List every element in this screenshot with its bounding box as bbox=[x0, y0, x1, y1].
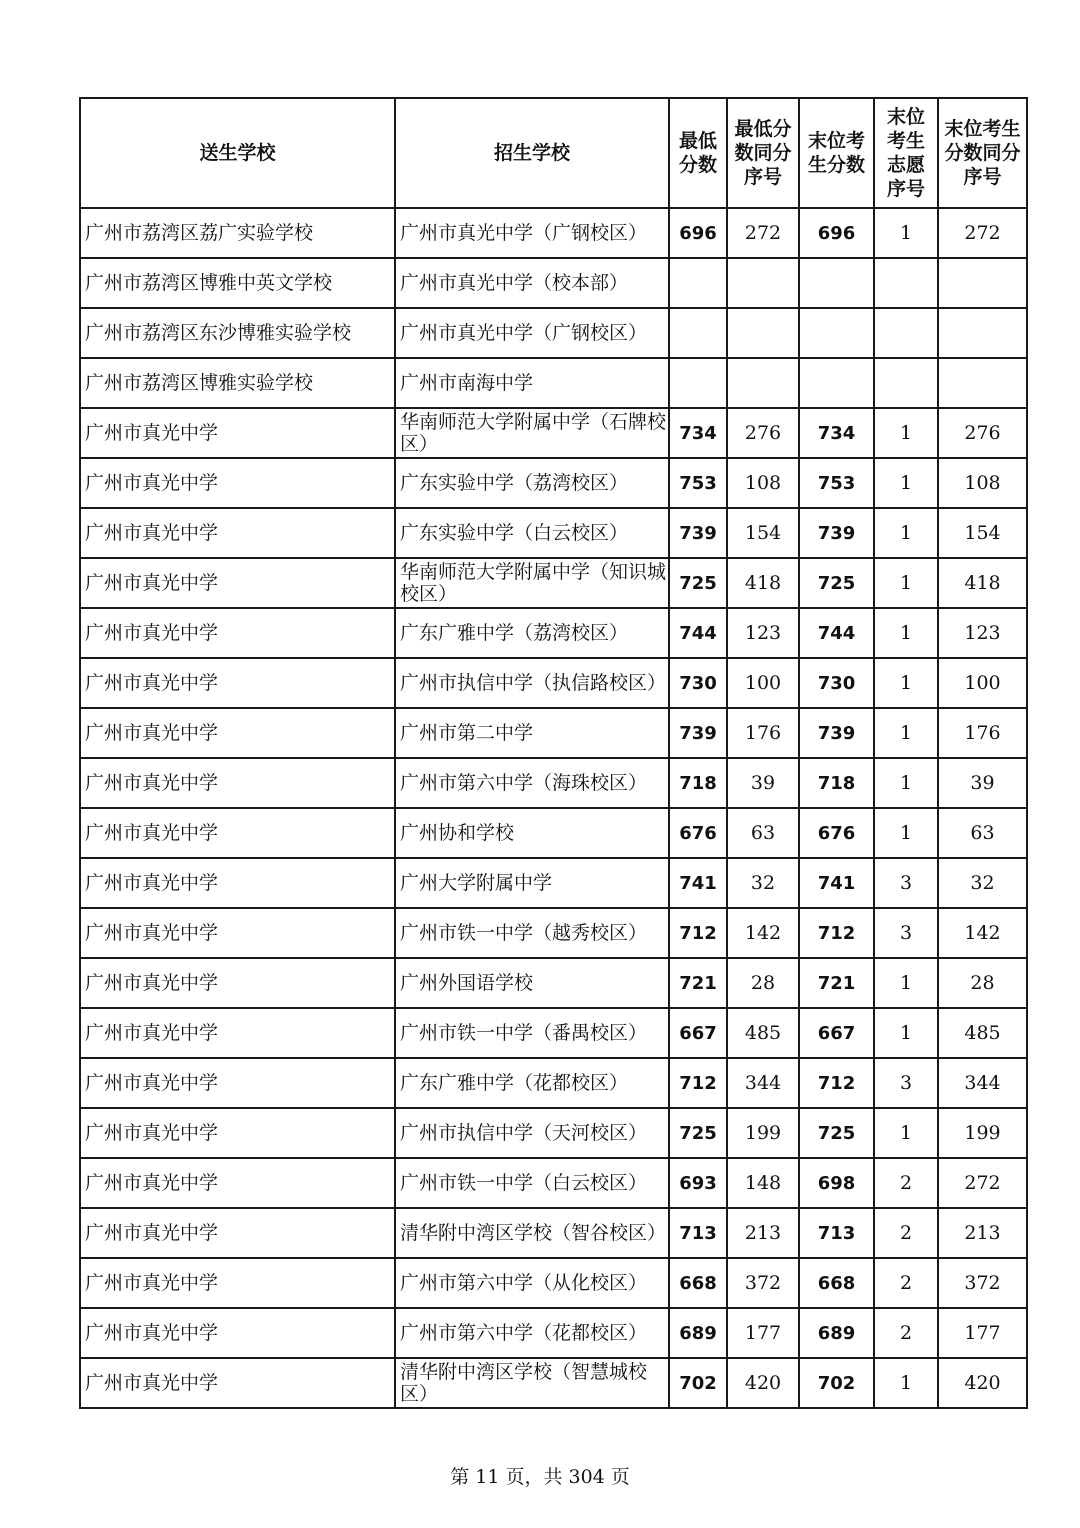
cell-last-score: 739 bbox=[799, 708, 874, 758]
cell-min-score bbox=[669, 308, 727, 358]
cell-receiver-school: 广州市铁一中学（白云校区） bbox=[395, 1158, 669, 1208]
cell-last-score: 712 bbox=[799, 908, 874, 958]
cell-last-rank: 418 bbox=[938, 558, 1027, 608]
header-last-score: 末位考生分数 bbox=[799, 98, 874, 208]
cell-min-score-rank: 123 bbox=[727, 608, 799, 658]
cell-last-choice: 1 bbox=[874, 208, 938, 258]
cell-sender-school: 广州市真光中学 bbox=[80, 758, 395, 808]
header-min-score-rank: 最低分数同分序号 bbox=[727, 98, 799, 208]
cell-min-score-rank: 28 bbox=[727, 958, 799, 1008]
table-row bbox=[80, 758, 1027, 808]
cell-min-score-rank bbox=[727, 358, 799, 408]
cell-min-score-rank: 108 bbox=[727, 458, 799, 508]
cell-receiver-school: 广州市执信中学（天河校区） bbox=[395, 1108, 669, 1158]
cell-sender-school: 广州市真光中学 bbox=[80, 858, 395, 908]
cell-last-choice: 2 bbox=[874, 1258, 938, 1308]
cell-receiver-school: 广州大学附属中学 bbox=[395, 858, 669, 908]
cell-last-choice: 1 bbox=[874, 508, 938, 558]
cell-receiver-school: 清华附中湾区学校（智谷校区） bbox=[395, 1208, 669, 1258]
cell-receiver-school: 广东广雅中学（花都校区） bbox=[395, 1058, 669, 1108]
table-row bbox=[80, 1008, 1027, 1058]
cell-last-choice bbox=[874, 308, 938, 358]
cell-min-score-rank: 154 bbox=[727, 508, 799, 558]
cell-receiver-school: 广东实验中学（白云校区） bbox=[395, 508, 669, 558]
cell-receiver-school: 广州协和学校 bbox=[395, 808, 669, 858]
cell-last-rank: 344 bbox=[938, 1058, 1027, 1108]
cell-last-rank: 108 bbox=[938, 458, 1027, 508]
cell-sender-school: 广州市荔湾区荔广实验学校 bbox=[80, 208, 395, 258]
cell-sender-school: 广州市真光中学 bbox=[80, 1058, 395, 1108]
header-last-choice: 末位考生志愿序号 bbox=[874, 98, 938, 208]
cell-sender-school: 广州市真光中学 bbox=[80, 558, 395, 608]
cell-last-score: 696 bbox=[799, 208, 874, 258]
cell-last-rank: 32 bbox=[938, 858, 1027, 908]
cell-sender-school: 广州市荔湾区东沙博雅实验学校 bbox=[80, 308, 395, 358]
cell-last-choice: 3 bbox=[874, 908, 938, 958]
cell-receiver-school: 广东广雅中学（荔湾校区） bbox=[395, 608, 669, 658]
cell-receiver-school: 清华附中湾区学校（智慧城校区） bbox=[395, 1358, 669, 1408]
table-row bbox=[80, 1058, 1027, 1108]
cell-receiver-school: 华南师范大学附属中学（石牌校区） bbox=[395, 408, 669, 458]
cell-min-score-rank: 177 bbox=[727, 1308, 799, 1358]
cell-sender-school: 广州市真光中学 bbox=[80, 608, 395, 658]
cell-min-score: 741 bbox=[669, 858, 727, 908]
cell-last-score bbox=[799, 308, 874, 358]
cell-min-score: 712 bbox=[669, 908, 727, 958]
cell-last-score: 712 bbox=[799, 1058, 874, 1108]
cell-min-score: 739 bbox=[669, 508, 727, 558]
cell-receiver-school: 广州市第六中学（从化校区） bbox=[395, 1258, 669, 1308]
cell-last-choice: 1 bbox=[874, 958, 938, 1008]
cell-receiver-school: 广州市铁一中学（越秀校区） bbox=[395, 908, 669, 958]
cell-min-score: 667 bbox=[669, 1008, 727, 1058]
cell-last-rank: 123 bbox=[938, 608, 1027, 658]
cell-sender-school: 广州市真光中学 bbox=[80, 1308, 395, 1358]
cell-sender-school: 广州市真光中学 bbox=[80, 658, 395, 708]
cell-last-rank: 485 bbox=[938, 1008, 1027, 1058]
cell-last-score: 730 bbox=[799, 658, 874, 708]
cell-min-score: 689 bbox=[669, 1308, 727, 1358]
table-row bbox=[80, 408, 1027, 458]
cell-min-score-rank: 32 bbox=[727, 858, 799, 908]
cell-receiver-school: 广州市铁一中学（番禺校区） bbox=[395, 1008, 669, 1058]
cell-min-score bbox=[669, 358, 727, 408]
cell-min-score-rank: 272 bbox=[727, 208, 799, 258]
cell-min-score: 693 bbox=[669, 1158, 727, 1208]
cell-receiver-school: 华南师范大学附属中学（知识城校区） bbox=[395, 558, 669, 608]
cell-last-rank: 213 bbox=[938, 1208, 1027, 1258]
cell-last-rank: 63 bbox=[938, 808, 1027, 858]
cell-last-score: 676 bbox=[799, 808, 874, 858]
cell-sender-school: 广州市真光中学 bbox=[80, 1158, 395, 1208]
cell-last-choice: 1 bbox=[874, 558, 938, 608]
cell-min-score: 713 bbox=[669, 1208, 727, 1258]
table-row bbox=[80, 1258, 1027, 1308]
cell-last-choice: 2 bbox=[874, 1208, 938, 1258]
cell-last-score: 725 bbox=[799, 1108, 874, 1158]
cell-last-rank: 154 bbox=[938, 508, 1027, 558]
cell-last-rank: 176 bbox=[938, 708, 1027, 758]
table-row bbox=[80, 558, 1027, 608]
table-row bbox=[80, 958, 1027, 1008]
cell-last-rank: 276 bbox=[938, 408, 1027, 458]
cell-min-score: 734 bbox=[669, 408, 727, 458]
cell-last-score: 744 bbox=[799, 608, 874, 658]
cell-min-score-rank: 420 bbox=[727, 1358, 799, 1408]
cell-min-score: 668 bbox=[669, 1258, 727, 1308]
cell-sender-school: 广州市真光中学 bbox=[80, 508, 395, 558]
cell-min-score-rank: 199 bbox=[727, 1108, 799, 1158]
cell-min-score: 739 bbox=[669, 708, 727, 758]
cell-last-choice: 1 bbox=[874, 708, 938, 758]
cell-min-score-rank bbox=[727, 308, 799, 358]
cell-receiver-school: 广州市真光中学（校本部） bbox=[395, 258, 669, 308]
cell-min-score: 721 bbox=[669, 958, 727, 1008]
table-row bbox=[80, 308, 1027, 358]
table-row bbox=[80, 908, 1027, 958]
cell-min-score-rank: 213 bbox=[727, 1208, 799, 1258]
cell-last-rank: 177 bbox=[938, 1308, 1027, 1358]
cell-last-choice: 1 bbox=[874, 658, 938, 708]
cell-last-rank bbox=[938, 358, 1027, 408]
table-row bbox=[80, 708, 1027, 758]
cell-last-score: 667 bbox=[799, 1008, 874, 1058]
cell-last-rank: 100 bbox=[938, 658, 1027, 708]
table-row bbox=[80, 358, 1027, 408]
cell-last-score: 725 bbox=[799, 558, 874, 608]
cell-min-score-rank: 176 bbox=[727, 708, 799, 758]
table-row bbox=[80, 1208, 1027, 1258]
cell-min-score: 718 bbox=[669, 758, 727, 808]
table-row bbox=[80, 1358, 1027, 1408]
cell-last-score bbox=[799, 258, 874, 308]
cell-sender-school: 广州市荔湾区博雅实验学校 bbox=[80, 358, 395, 408]
admission-score-table bbox=[79, 97, 1028, 1409]
table-row bbox=[80, 1158, 1027, 1208]
cell-min-score: 696 bbox=[669, 208, 727, 258]
cell-last-rank bbox=[938, 308, 1027, 358]
cell-receiver-school: 广州市真光中学（广钢校区） bbox=[395, 208, 669, 258]
cell-receiver-school: 广东实验中学（荔湾校区） bbox=[395, 458, 669, 508]
cell-min-score: 725 bbox=[669, 558, 727, 608]
cell-receiver-school: 广州市南海中学 bbox=[395, 358, 669, 408]
cell-last-score: 668 bbox=[799, 1258, 874, 1308]
cell-last-score: 753 bbox=[799, 458, 874, 508]
page-footer: 第 11 页，共 304 页 bbox=[450, 1466, 630, 1488]
cell-min-score: 712 bbox=[669, 1058, 727, 1108]
cell-min-score-rank: 344 bbox=[727, 1058, 799, 1108]
cell-min-score: 702 bbox=[669, 1358, 727, 1408]
header-receiver: 招生学校 bbox=[395, 98, 669, 208]
table-row bbox=[80, 508, 1027, 558]
cell-min-score-rank: 276 bbox=[727, 408, 799, 458]
cell-receiver-school: 广州市第六中学（海珠校区） bbox=[395, 758, 669, 808]
cell-last-rank: 142 bbox=[938, 908, 1027, 958]
cell-last-score: 721 bbox=[799, 958, 874, 1008]
cell-receiver-school: 广州市第六中学（花都校区） bbox=[395, 1308, 669, 1358]
cell-sender-school: 广州市真光中学 bbox=[80, 1358, 395, 1408]
cell-last-choice: 1 bbox=[874, 608, 938, 658]
table-row bbox=[80, 1308, 1027, 1358]
cell-receiver-school: 广州市执信中学（执信路校区） bbox=[395, 658, 669, 708]
table-row bbox=[80, 608, 1027, 658]
table-row bbox=[80, 658, 1027, 708]
cell-min-score-rank: 418 bbox=[727, 558, 799, 608]
cell-last-rank: 28 bbox=[938, 958, 1027, 1008]
header-last-rank: 末位考生分数同分序号 bbox=[938, 98, 1027, 208]
cell-min-score-rank: 39 bbox=[727, 758, 799, 808]
table-row bbox=[80, 808, 1027, 858]
cell-receiver-school: 广州市第二中学 bbox=[395, 708, 669, 758]
cell-last-choice: 1 bbox=[874, 1008, 938, 1058]
table-row bbox=[80, 208, 1027, 258]
cell-min-score-rank: 148 bbox=[727, 1158, 799, 1208]
cell-sender-school: 广州市真光中学 bbox=[80, 808, 395, 858]
cell-last-choice: 1 bbox=[874, 758, 938, 808]
cell-last-rank bbox=[938, 258, 1027, 308]
cell-last-choice bbox=[874, 258, 938, 308]
cell-last-rank: 199 bbox=[938, 1108, 1027, 1158]
cell-sender-school: 广州市荔湾区博雅中英文学校 bbox=[80, 258, 395, 308]
header-sender: 送生学校 bbox=[80, 98, 395, 208]
table-row bbox=[80, 258, 1027, 308]
cell-last-score bbox=[799, 358, 874, 408]
cell-sender-school: 广州市真光中学 bbox=[80, 1258, 395, 1308]
cell-min-score: 744 bbox=[669, 608, 727, 658]
cell-receiver-school: 广州外国语学校 bbox=[395, 958, 669, 1008]
table-row bbox=[80, 1108, 1027, 1158]
cell-last-score: 689 bbox=[799, 1308, 874, 1358]
cell-sender-school: 广州市真光中学 bbox=[80, 408, 395, 458]
cell-sender-school: 广州市真光中学 bbox=[80, 1108, 395, 1158]
cell-min-score-rank: 63 bbox=[727, 808, 799, 858]
cell-sender-school: 广州市真光中学 bbox=[80, 908, 395, 958]
cell-last-choice: 1 bbox=[874, 808, 938, 858]
cell-min-score-rank: 485 bbox=[727, 1008, 799, 1058]
cell-last-score: 713 bbox=[799, 1208, 874, 1258]
cell-sender-school: 广州市真光中学 bbox=[80, 708, 395, 758]
cell-min-score: 753 bbox=[669, 458, 727, 508]
cell-last-rank: 272 bbox=[938, 1158, 1027, 1208]
cell-last-choice: 1 bbox=[874, 408, 938, 458]
cell-last-score: 739 bbox=[799, 508, 874, 558]
cell-last-choice: 2 bbox=[874, 1158, 938, 1208]
cell-min-score-rank: 372 bbox=[727, 1258, 799, 1308]
cell-last-score: 698 bbox=[799, 1158, 874, 1208]
cell-sender-school: 广州市真光中学 bbox=[80, 958, 395, 1008]
cell-last-score: 702 bbox=[799, 1358, 874, 1408]
cell-sender-school: 广州市真光中学 bbox=[80, 458, 395, 508]
cell-last-rank: 372 bbox=[938, 1258, 1027, 1308]
cell-last-rank: 420 bbox=[938, 1358, 1027, 1408]
cell-last-choice bbox=[874, 358, 938, 408]
cell-last-score: 718 bbox=[799, 758, 874, 808]
cell-min-score: 730 bbox=[669, 658, 727, 708]
cell-sender-school: 广州市真光中学 bbox=[80, 1208, 395, 1258]
table-row bbox=[80, 458, 1027, 508]
cell-min-score-rank bbox=[727, 258, 799, 308]
cell-last-choice: 1 bbox=[874, 458, 938, 508]
cell-min-score-rank: 100 bbox=[727, 658, 799, 708]
cell-last-choice: 3 bbox=[874, 858, 938, 908]
cell-min-score bbox=[669, 258, 727, 308]
cell-min-score: 725 bbox=[669, 1108, 727, 1158]
cell-last-rank: 39 bbox=[938, 758, 1027, 808]
cell-last-choice: 1 bbox=[874, 1108, 938, 1158]
cell-min-score: 676 bbox=[669, 808, 727, 858]
cell-last-choice: 3 bbox=[874, 1058, 938, 1108]
header-min-score: 最低分数 bbox=[669, 98, 727, 208]
cell-last-choice: 2 bbox=[874, 1308, 938, 1358]
cell-receiver-school: 广州市真光中学（广钢校区） bbox=[395, 308, 669, 358]
table-row bbox=[80, 858, 1027, 908]
cell-last-score: 741 bbox=[799, 858, 874, 908]
cell-last-score: 734 bbox=[799, 408, 874, 458]
cell-sender-school: 广州市真光中学 bbox=[80, 1008, 395, 1058]
cell-min-score-rank: 142 bbox=[727, 908, 799, 958]
cell-last-rank: 272 bbox=[938, 208, 1027, 258]
cell-last-choice: 1 bbox=[874, 1358, 938, 1408]
header-row bbox=[80, 98, 1027, 208]
